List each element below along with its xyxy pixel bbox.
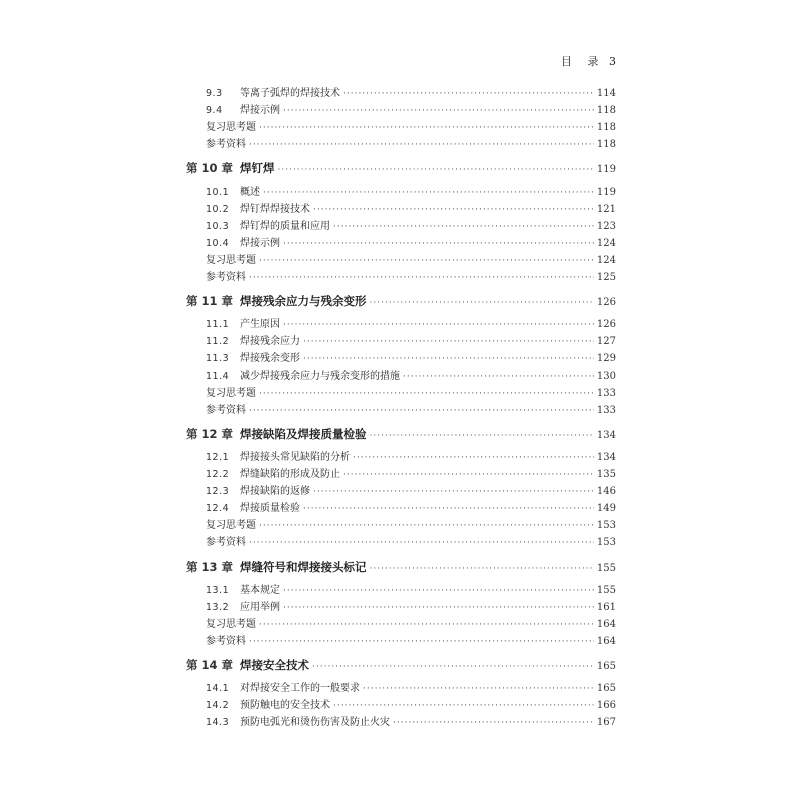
section-entry[interactable] [206, 681, 616, 697]
entry-number: 12.4 [206, 503, 230, 515]
entry-title: 预防触电的安全技术 [240, 700, 330, 712]
entry-page-number: 167 [596, 717, 616, 729]
entry-number: 10.4 [206, 237, 230, 249]
section-entry[interactable] [206, 698, 616, 714]
chapter-entry[interactable] [186, 160, 616, 178]
entry-page-number: 125 [596, 272, 616, 283]
dot-leader [283, 103, 594, 119]
entry-title: 焊钉焊焊接技术 [240, 203, 310, 215]
section-entry[interactable] [206, 450, 616, 466]
dot-leader [312, 659, 594, 675]
section-entry[interactable] [206, 317, 616, 333]
backmatter-entry[interactable] [206, 634, 616, 650]
entry-title: 焊接质量检验 [240, 503, 300, 515]
entry-number: 12.1 [206, 451, 230, 463]
backmatter-entry[interactable] [206, 403, 616, 419]
entry-number: 14.1 [206, 683, 230, 695]
entry-number: 第 10 章 [186, 161, 234, 176]
backmatter-entry[interactable] [206, 137, 616, 153]
dot-leader [370, 295, 594, 311]
entry-page-number: 133 [596, 387, 616, 399]
entry-page-number: 118 [596, 105, 616, 117]
dot-leader [343, 86, 594, 102]
entry-page-number: 119 [596, 164, 616, 176]
entry-page-number: 165 [596, 661, 616, 672]
entry-number: 11.3 [206, 353, 230, 365]
header-page-number: 3 [609, 55, 617, 68]
entry-title: 焊钉焊的质量和应用 [240, 220, 330, 232]
entry-number: 14.2 [206, 700, 230, 712]
dot-leader [249, 137, 594, 153]
entry-title: 参考资料 [206, 404, 246, 416]
dot-leader [353, 450, 594, 466]
entry-number: 14.3 [206, 717, 230, 729]
entry-number: 11.4 [206, 370, 230, 382]
entry-page-number: 129 [596, 353, 616, 365]
backmatter-entry[interactable] [206, 253, 616, 269]
section-entry[interactable] [206, 219, 616, 235]
dot-leader [333, 698, 594, 714]
dot-leader [283, 317, 594, 333]
entry-number: 第 13 章 [186, 559, 234, 574]
section-entry[interactable] [206, 236, 616, 252]
entry-number: 12.2 [206, 469, 230, 480]
entry-title: 焊接缺陷及焊接质量检验 [240, 426, 367, 441]
section-entry[interactable] [206, 185, 616, 201]
entry-title: 预防电弧光和烫伤伤害及防止火灾 [240, 717, 390, 729]
dot-leader [249, 403, 594, 419]
entry-title: 焊接示例 [240, 237, 280, 249]
chapter-entry[interactable] [186, 657, 616, 675]
entry-page-number: 149 [596, 503, 616, 515]
dot-leader [393, 715, 594, 731]
entry-title: 对焊接安全工作的一般要求 [240, 683, 360, 695]
entry-page-number: 124 [596, 254, 616, 266]
header-label: 目 录 [561, 55, 605, 68]
entry-page-number: 124 [596, 237, 616, 249]
entry-title: 参考资料 [206, 537, 246, 549]
dot-leader [283, 583, 594, 599]
entry-title: 基本规定 [240, 584, 280, 596]
entry-number: 12.3 [206, 486, 230, 498]
running-header [561, 53, 617, 69]
entry-title: 焊接接头常见缺陷的分析 [240, 451, 350, 463]
backmatter-entry[interactable] [206, 518, 616, 534]
entry-page-number: 161 [596, 601, 616, 613]
section-entry[interactable] [206, 86, 616, 102]
section-entry[interactable] [206, 202, 616, 218]
dot-leader [343, 467, 594, 483]
entry-number: 10.1 [206, 186, 230, 198]
entry-title: 等离子弧焊的焊接技术 [240, 88, 340, 99]
dot-leader [259, 253, 594, 269]
backmatter-entry[interactable] [206, 120, 616, 136]
dot-leader [313, 202, 594, 218]
entry-title: 焊接安全技术 [240, 658, 309, 672]
dot-leader [259, 518, 594, 534]
dot-leader [283, 236, 594, 252]
entry-number: 10.3 [206, 220, 230, 232]
entry-page-number: 126 [596, 319, 616, 331]
entry-number: 第 12 章 [186, 426, 234, 441]
entry-page-number: 164 [596, 635, 616, 647]
backmatter-entry[interactable] [206, 617, 616, 633]
entry-page-number: 135 [596, 469, 616, 480]
entry-title: 焊缝缺陷的形成及防止 [240, 469, 340, 480]
entry-page-number: 133 [596, 404, 616, 416]
backmatter-entry[interactable] [206, 270, 616, 286]
entry-page-number: 134 [596, 429, 616, 441]
entry-title: 概述 [240, 186, 260, 198]
entry-title: 复习思考题 [206, 254, 256, 266]
entry-page-number: 146 [596, 486, 616, 498]
dot-leader [259, 120, 594, 136]
chapter-entry[interactable] [186, 559, 616, 577]
entry-number: 11.2 [206, 336, 230, 348]
dot-leader [303, 501, 594, 517]
entry-title: 焊接缺陷的返修 [240, 486, 310, 498]
entry-title: 产生原因 [240, 319, 280, 331]
section-entry[interactable] [206, 334, 616, 350]
entry-title: 复习思考题 [206, 520, 256, 532]
dot-leader [303, 351, 594, 367]
dot-leader [370, 561, 594, 577]
dot-leader [249, 634, 594, 650]
entry-title: 焊接示例 [240, 105, 280, 117]
section-entry[interactable] [206, 600, 616, 616]
section-entry[interactable] [206, 103, 616, 119]
section-entry[interactable] [206, 467, 616, 483]
entry-page-number: 127 [596, 336, 616, 348]
chapter-entry[interactable] [186, 426, 616, 444]
entry-page-number: 130 [596, 370, 616, 382]
entry-number: 第 11 章 [186, 294, 234, 309]
entry-page-number: 121 [596, 203, 616, 215]
chapter-entry[interactable] [186, 293, 616, 311]
dot-leader [283, 600, 594, 616]
dot-leader [313, 484, 594, 500]
section-entry[interactable] [206, 369, 616, 385]
dot-leader [333, 219, 594, 235]
entry-title: 应用举例 [240, 601, 280, 613]
entry-page-number: 118 [596, 122, 616, 134]
entry-page-number: 166 [596, 700, 616, 712]
section-entry[interactable] [206, 501, 616, 517]
dot-leader [249, 270, 594, 286]
entry-number: 9.3 [206, 88, 223, 99]
entry-title: 参考资料 [206, 635, 246, 647]
section-entry[interactable] [206, 583, 616, 599]
backmatter-entry[interactable] [206, 535, 616, 551]
entry-title: 减少焊接残余应力与残余变形的措施 [240, 370, 400, 382]
entry-page-number: 126 [596, 297, 616, 309]
entry-page-number: 118 [596, 139, 616, 151]
entry-title: 焊缝符号和焊接接头标记 [240, 559, 367, 574]
entry-page-number: 155 [596, 584, 616, 596]
entry-title: 焊接残余应力与残余变形 [240, 294, 367, 309]
entry-page-number: 153 [596, 537, 616, 549]
section-entry[interactable] [206, 351, 616, 367]
dot-leader [403, 369, 594, 385]
entry-page-number: 164 [596, 618, 616, 630]
entry-page-number: 165 [596, 683, 616, 695]
entry-page-number: 153 [596, 520, 616, 532]
dot-leader [303, 334, 594, 350]
section-entry[interactable] [206, 484, 616, 500]
section-entry[interactable] [206, 715, 616, 731]
dot-leader [263, 185, 594, 201]
entry-title: 焊钉焊 [240, 161, 275, 176]
entry-title: 焊接残余变形 [240, 353, 300, 365]
entry-page-number: 155 [596, 562, 616, 574]
entry-title: 复习思考题 [206, 387, 256, 399]
entry-number: 10.2 [206, 203, 230, 215]
dot-leader [370, 428, 594, 444]
entry-page-number: 134 [596, 451, 616, 463]
entry-title: 参考资料 [206, 139, 246, 151]
entry-page-number: 119 [596, 186, 616, 198]
entry-page-number: 114 [596, 88, 616, 99]
dot-leader [249, 535, 594, 551]
entry-number: 13.2 [206, 601, 230, 613]
entry-title: 参考资料 [206, 272, 246, 283]
entry-title: 复习思考题 [206, 122, 256, 134]
dot-leader [259, 617, 594, 633]
entry-number: 11.1 [206, 319, 230, 331]
entry-page-number: 123 [596, 220, 616, 232]
backmatter-entry[interactable] [206, 386, 616, 402]
entry-title: 焊接残余应力 [240, 336, 300, 348]
dot-leader [259, 386, 594, 402]
entry-title: 复习思考题 [206, 618, 256, 630]
entry-number: 第 14 章 [186, 658, 234, 672]
entry-number: 13.1 [206, 584, 230, 596]
entry-number: 9.4 [206, 105, 223, 117]
dot-leader [363, 681, 594, 697]
dot-leader [278, 162, 594, 178]
